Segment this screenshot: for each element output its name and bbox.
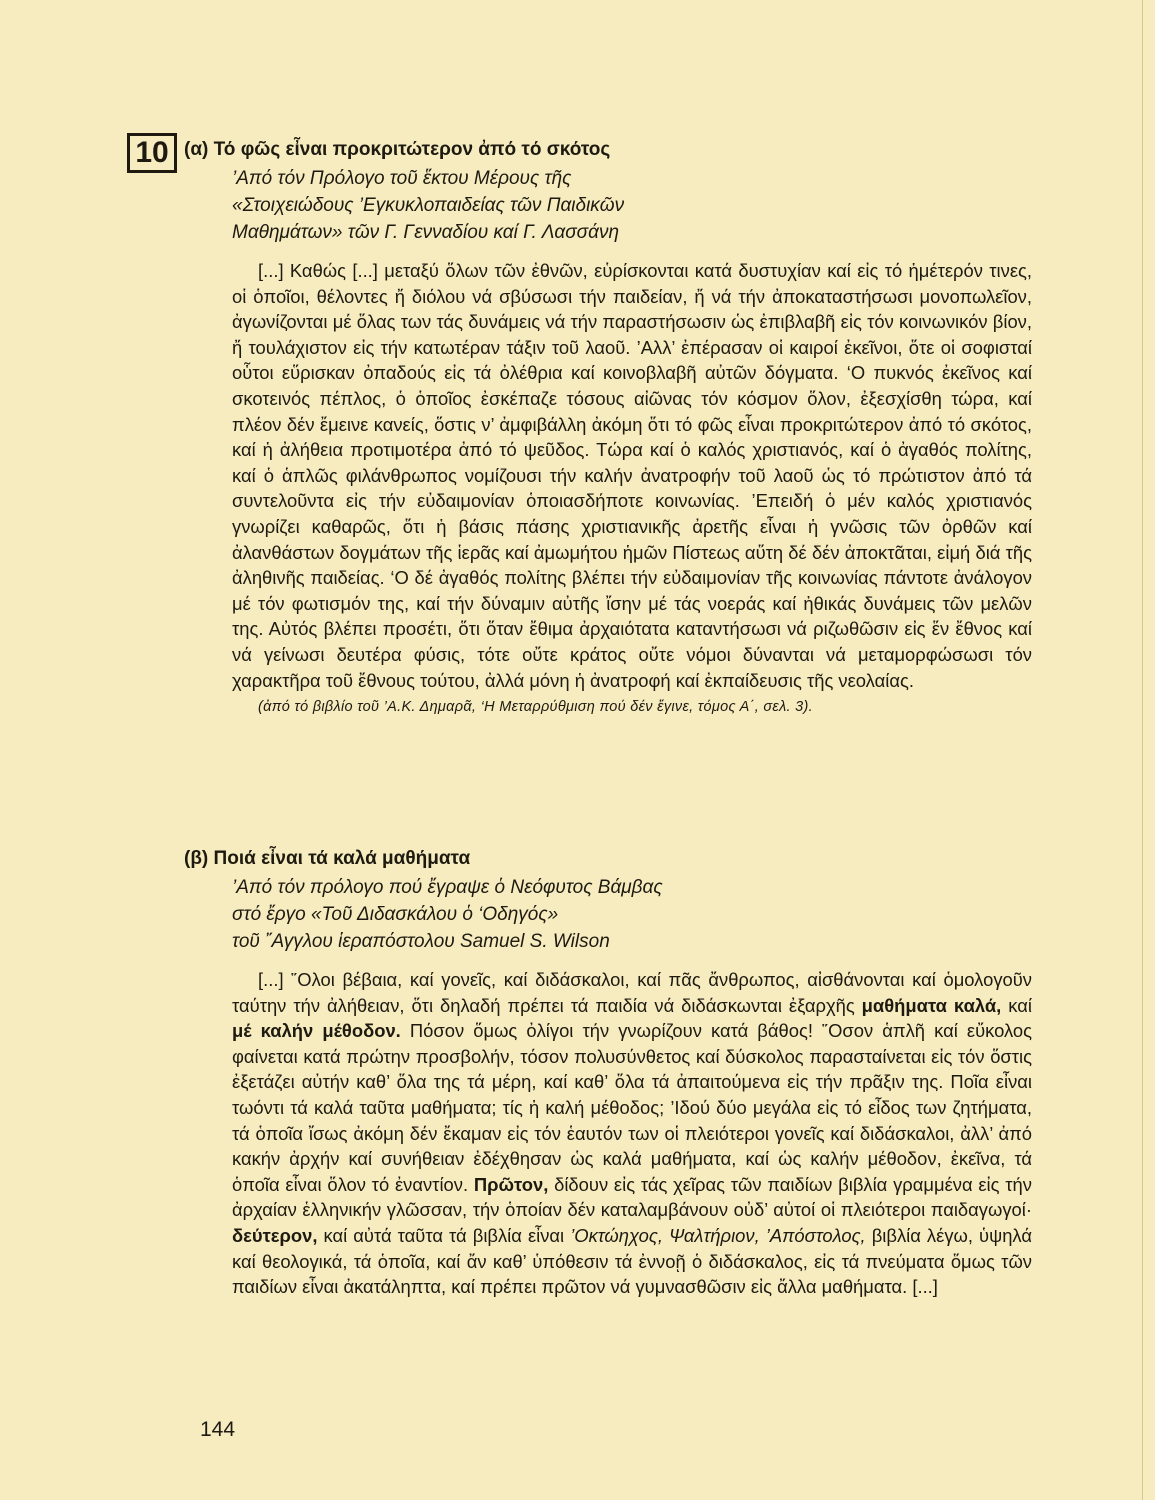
section-b-source-line: στό ἔργο «Τοῦ Διδασκάλου ὁ ‘Οδηγός» xyxy=(232,904,559,925)
section-b-body xyxy=(232,967,1032,1300)
section-b-body-text-5: καί αὐτά ταῦτα τά βιβλία εἶναι xyxy=(323,1224,565,1246)
section-a xyxy=(184,137,1042,716)
section-a-source-line: Μαθημάτων» τῶν Γ. Γενναδίου καί Γ. Λασσάνη xyxy=(232,222,620,243)
section-b-bold-3: Πρῶτον, xyxy=(473,1173,549,1195)
section-b-body-text-3: Πόσον ὅμως ὀλίγοι τήν γνωρίζουν κατά βάθος! ῞Οσον ἁπλῆ καί εὔκολος φαίνεται κατά πρώτην προσβολήν, τόσον πολυσύνθετος καί δύσκολος παρασταίνεται εἰς τόν ὅστις ἐξετάζει αὐτήν καθ’ ὅλα της τά μέρη, καί καθ’ ὅλα τά ἀπαιτούμενα εἰς τήν πρᾶξιν της. Ποῖα εἶναι τωόντι τά καλά ταῦτα μαθήματα; τίς ἡ καλή μέθοδος; ’Ιδού δύο μεγάλα εἰς τό εἶδος των ζητήματα, τά ὁποῖα ἴσως ἀκόμη δέν ἔκαμαν εἰς τόν ἑαυτόν των οἱ πλειότεροι γονεῖς καί διδάσκαλοι, ἀλλ’ ἀπό κακήν ἀρχήν καί συνήθειαν ἐδέχθησαν ὡς καλά μαθήματα, καί ὡς καλήν μέθοδον, ἐκεῖνα, τά ὁποῖα εἶναι ὅλον τό ἐναντίον. xyxy=(232,1020,1032,1195)
section-b-heading: (β) Ποιά εἶναι τά καλά μαθήματα xyxy=(184,848,471,869)
page-edge-line xyxy=(1142,0,1143,1500)
section-a-body-text: [...] Καθώς [...] μεταξύ ὅλων τῶν ἐθνῶν, εὑρίσκονται κατά δυστυχίαν καί εἰς τό ἡμέτερόν τινες, οἱ ὁποῖοι, θέλοντες ἤ διόλου νά σβύσωσι τήν παιδείαν, ἤ νά τήν ἀποκαταστήσωσι μονοπωλεῖον, ἀγωνίζονται μέ ὅλας των τάς δυνάμεις νά τήν παραστήσωσιν ὡς ἐπιβλαβῆ εἰς τόν κοινωνικόν βίον, ἤ τουλάχιστον εἰς τήν κατωτέραν τάξιν τοῦ λαοῦ. ’Αλλ’ ἐπέρασαν οἱ καιροί ἐκεῖνοι, ὅτε οἱ σοφισταί οὗτοι εὕρισκαν ὀπαδούς εἰς τά ὀλέθρια καί κοινοβλαβῆ αὐτῶν δόγματα. ‘Ο πυκνός ἐκεῖνος καί σκοτεινός πέπλος, ὁ ὁποῖος ἐσκέπαζε τόσους αἰῶνας τόν κόσμον ὅλον, ἐξεσχίσθη τώρα, καί πλέον δέν ἔμεινε κανείς, ὅστις ν’ ἀμφιβάλλη ἀκόμη ὅτι τό φῶς εἶναι προκριτώτερον ἀπό τό σκότος, καί ἡ ἀλήθεια προτιμοτέρα ἀπό τό ψεῦδος. Τώρα καί ὁ καλός χριστιανός, καί ὁ ἀγαθός πολίτης, καί ὁ ἁπλῶς φιλάνθρωπος νομίζουσι τήν καλήν ἀνατροφήν τοῦ λαοῦ ὡς τό πρώτιστον ἀπό τά συντελοῦντα εἰς τήν εὐδαιμονίαν ὁποιασδήποτε κοινωνίας. ’Επειδή ὁ μέν καλός χριστιανός γνωρίζει καθαρῶς, ὅτι ἡ βάσις πάσης χριστιανικῆς ἀρετῆς εἶναι ἡ γνῶσις τῶν ὀρθῶν καί ἀλανθάστων δογμάτων τῆς ἱερᾶς καί ἀμωμήτου ἡμῶν Πίστεως αὕτη δέ δέν ἀποκτᾶται, εἰμή διά τῆς ἀληθινῆς παιδείας. ‘Ο δέ ἀγαθός πολίτης βλέπει τήν εὐδαιμονίαν τῆς κοινωνίας πάντοτε ἀνάλογον μέ τόν φωτισμόν της, καί τήν δύναμιν αὐτῆς ἴσην μέ τάς νοεράς καί ἠθικάς δυνάμεις τῶν μελῶν της. Αὐτός βλέπει προσέτι, ὅτι ὅταν ἔθιμα ἀρχαιότατα καταντήσωσι νά ριζωθῶσιν εἰς ἕν ἔθνος καί νά γείνωσι δευτέρα φύσις, τότε οὔτε κράτος οὔτε νόμοι δύνανται νά μεταμορφώσωσι τόν χαρακτῆρα τοῦ ἔθνους τούτου, ἀλλά μόνη ἡ ἀνατροφή καί ἐκπαίδευσις τῆς νεολαίας. xyxy=(232,260,1032,691)
section-a-source-line: «Στοιχειώδους ’Εγκυκλοπαιδείας τῶν Παιδικῶν xyxy=(232,195,625,216)
section-a-body xyxy=(232,258,1032,693)
section-b-source-line: τοῦ ῎Αγγλου ἱεραπόστολου Samuel S. Wilson xyxy=(232,931,610,952)
section-b-italic-1: ’Οκτώηχος, Ψαλτήριον, ’Απόστολος, xyxy=(570,1224,866,1246)
section-b-body-text-4: δίδουν εἰς τάς χεῖρας τῶν παιδίων βιβλία γραμμένα εἰς τήν ἀρχαίαν ἑλληνικήν γλῶσσαν, τήν ὁποίαν δέν καταλαμβάνουν οὐδ’ αὐτοί οἱ πλειότεροι παιδαγωγοί· xyxy=(232,1173,1032,1221)
section-b xyxy=(184,846,1042,1300)
section-number-box: 10 xyxy=(127,133,177,173)
section-b-source-line: ’Από τόν πρόλογο πού ἔγραψε ὁ Νεόφυτος Βάμβας xyxy=(232,877,663,898)
section-b-bold-1: μαθήματα καλά, xyxy=(861,994,1002,1016)
section-b-body-text-6: βιβλία λέγω, ὑψηλά καί θεολογικά, τά ὁποῖα, καί ἄν καθ’ ὑπόθεσιν τά ἐννοῇ ὁ διδάσκαλος, εἰς τά πνεύματα ὅμως τῶν παιδίων εἶναι ἀκατάληπτα, καί πρέπει πρῶτον νά γυμνασθῶσιν εἰς ἄλλα μαθήματα. [...] xyxy=(232,1224,1032,1298)
section-b-bold-2: μέ καλήν μέθοδον. xyxy=(232,1020,401,1042)
section-b-bold-4: δεύτερον, xyxy=(232,1224,318,1246)
page-number: 144 xyxy=(200,1418,236,1441)
section-b-body-text-2: καί xyxy=(1008,994,1032,1016)
section-a-citation: (ἀπό τό βιβλίο τοῦ ’Α.Κ. Δημαρᾶ, ‘Η Μεταρρύθμιση πού δέν ἔγινε, τόμος Α΄, σελ. 3). xyxy=(258,699,814,716)
section-a-heading: (α) Τό φῶς εἶναι προκριτώτερον ἀπό τό σκότος xyxy=(184,139,611,160)
section-b-body-text-1: [...] ῞Ολοι βέβαια, καί γονεῖς, καί διδάσκαλοι, καί πᾶς ἄνθρωπος, αἰσθάνονται καί ὁμολογοῦν ταύτην τήν ἀλήθειαν, ὅτι δηλαδή πρέπει τά παιδία νά διδάσκωνται ἐξαρχῆς xyxy=(232,969,1032,1016)
section-a-source-line: ’Από τόν Πρόλογο τοῦ ἕκτου Μέρους τῆς xyxy=(232,168,572,189)
